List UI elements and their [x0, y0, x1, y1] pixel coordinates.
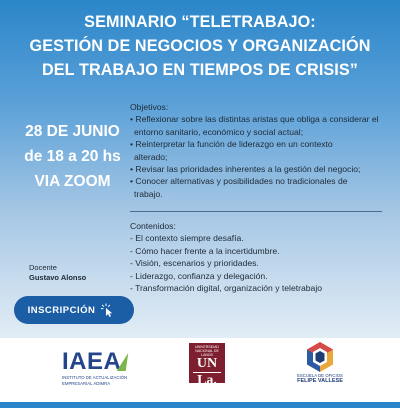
- objectives-line: • Reflexionar sobre las distintas aristas que obliga a considerar el: [130, 114, 379, 125]
- contents-item: - El contexto siempre desafía.: [130, 233, 244, 244]
- inscripcion-button[interactable]: [14, 296, 134, 324]
- escuela-line-1: ESCUELA DE OFICIOS: [297, 373, 343, 378]
- contents-item: - Liderazgo, confianza y delegación.: [130, 270, 268, 281]
- iaea-triangle-icon: [117, 353, 129, 371]
- objectives-heading: Objetivos:: [130, 102, 169, 112]
- title-line-3: DEL TRABAJO EN TIEMPOS DE CRISIS”: [42, 61, 358, 79]
- bottom-bar: [0, 402, 400, 408]
- objectives-section: [130, 101, 392, 200]
- docente-name: Gustavo Alonso: [29, 273, 87, 282]
- iaea-logo-text: IAEA: [62, 348, 122, 375]
- seminar-title: [0, 10, 400, 82]
- objectives-line: • Revisar las prioridades inherentes a la gestión del negocio;: [130, 164, 361, 175]
- contents-item: - Cómo hacer frente a la incertidumbre.: [130, 245, 280, 256]
- event-date: 28 DE JUNIO: [25, 123, 120, 140]
- objectives-line: • Reinterpretar la función de liderazgo en un contexto: [130, 139, 333, 150]
- contents-section: [130, 220, 392, 294]
- escuela-oficios-logo: [280, 341, 360, 385]
- contents-heading: Contenidos:: [130, 221, 176, 231]
- unla-top-3: LANÚS: [201, 353, 213, 357]
- inscripcion-label: INSCRIPCIÓN: [27, 304, 96, 316]
- unla-un: UN: [196, 356, 218, 371]
- title-line-2: GESTIÓN DE NEGOCIOS Y ORGANIZACIÓN: [29, 37, 371, 55]
- docente-info: [29, 263, 86, 283]
- contents-item: - Visión, escenarios y prioridades.: [130, 258, 259, 269]
- objectives-line: • Conocer alternativas y posibilidades no tradicionales de: [130, 176, 348, 187]
- unla-logo: [189, 343, 225, 388]
- pointer-click-icon: [100, 303, 116, 317]
- escuela-line-2: FELIPE VALLESE: [297, 378, 343, 384]
- contents-item: - Transformación digital, organización y teletrabajo: [130, 283, 323, 294]
- section-divider: [130, 211, 382, 212]
- objectives-line: entorno sanitario, económico y social actual;: [134, 126, 304, 137]
- objectives-line: trabajo.: [134, 188, 163, 199]
- unla-la: La.: [197, 373, 217, 388]
- docente-label: Docente: [29, 263, 57, 272]
- unla-top-1: UNIVERSIDAD: [195, 345, 219, 349]
- iaea-subtitle-2: EMPRESARIAL ADIMRA: [62, 381, 111, 386]
- unla-top-2: NACIONAL DE: [195, 349, 219, 353]
- event-place: VIA ZOOM: [34, 173, 111, 190]
- iaea-subtitle-1: INSTITUTO DE ACTUALIZACIÓN: [62, 375, 128, 380]
- iaea-logo: [62, 350, 127, 386]
- title-line-1: SEMINARIO “TELETRABAJO:: [84, 13, 316, 31]
- objectives-line: alterado;: [134, 151, 168, 162]
- hexagon-emblem-icon: [304, 341, 336, 373]
- event-time: de 18 a 20 hs: [24, 148, 121, 165]
